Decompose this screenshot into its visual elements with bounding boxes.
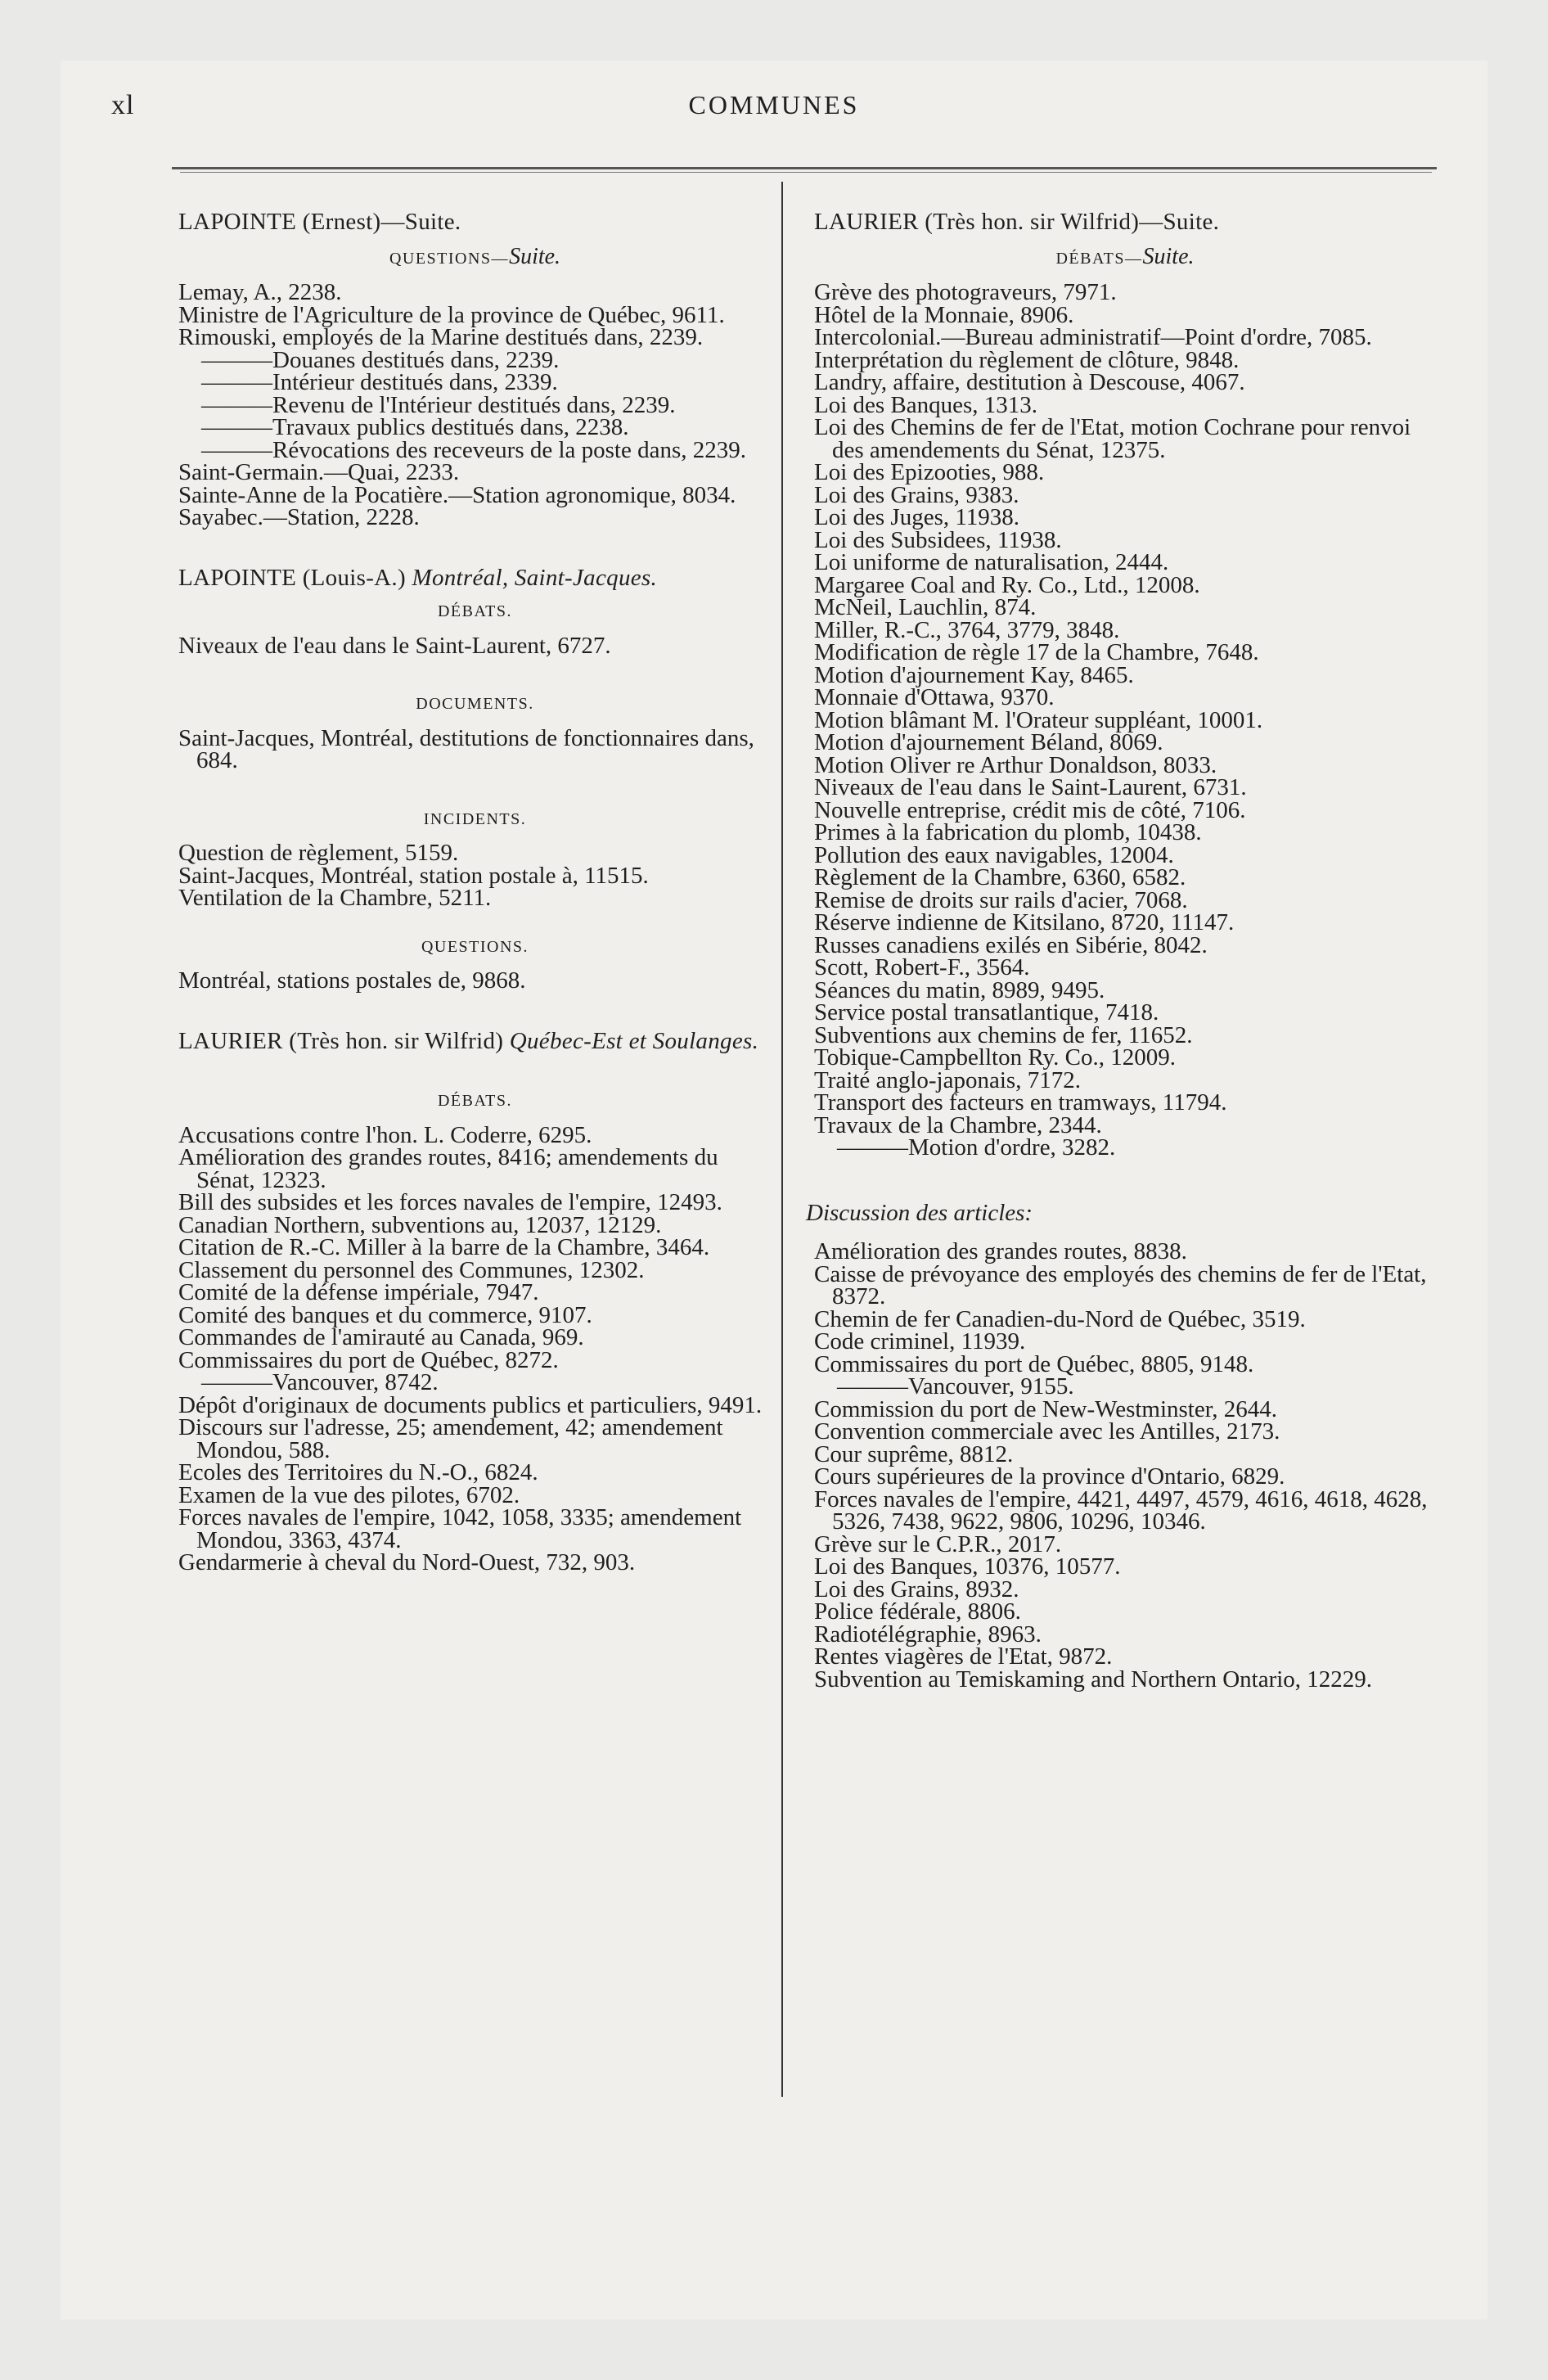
right-column: [806, 209, 1436, 1693]
index-entry: Saint-Jacques, Montréal, station postale à, 11515.: [178, 862, 649, 889]
index-entry: Loi des Grains, 9383.: [814, 481, 1019, 508]
index-entry: Motion Oliver re Arthur Donaldson, 8033.: [814, 751, 1217, 778]
entry-list: [178, 632, 772, 659]
index-entry: Niveaux de l'eau dans le Saint-Laurent, 6727.: [178, 632, 611, 659]
section-subheading: QUESTIONS.: [421, 937, 529, 956]
entry-list: [178, 967, 772, 994]
entry-list: [178, 279, 772, 530]
index-entry: Classement du personnel des Communes, 12302.: [178, 1256, 645, 1283]
index-entry: Grève des photograveurs, 7971.: [814, 279, 1117, 305]
index-entry: Amélioration des grandes routes, 8416; amendements du Sénat, 12323.: [178, 1144, 718, 1193]
entry-list: [178, 724, 772, 773]
index-entry: Traité anglo-japonais, 7172.: [814, 1066, 1081, 1093]
index-entry: Service postal transatlantique, 7418.: [814, 999, 1159, 1025]
index-entry: Séances du matin, 8989, 9495.: [814, 976, 1105, 1003]
section-subheading: DÉBATS.: [437, 602, 513, 620]
index-entry: ———Revenu de l'Intérieur destitués dans, 2239.: [201, 391, 676, 418]
index-entry: Commandes de l'amirauté au Canada, 969.: [178, 1324, 584, 1350]
index-entry: Examen de la vue des pilotes, 6702.: [178, 1481, 520, 1508]
section-subheading: DOCUMENTS.: [416, 695, 534, 713]
section-subheading: DÉBATS—Suite.: [1055, 243, 1195, 269]
section-subheading: INCIDENTS.: [423, 809, 527, 828]
index-entry: Miller, R.-C., 3764, 3779, 3848.: [814, 616, 1120, 643]
index-entry: McNeil, Lauchlin, 874.: [814, 594, 1037, 620]
column-divider: [781, 182, 783, 2097]
index-entry: Interprétation du règlement de clôture, 9848.: [814, 346, 1240, 373]
discussion-heading: Discussion des articles:: [806, 1199, 1033, 1226]
index-entry: Subvention au Temiskaming and Northern Ontario, 12229.: [814, 1666, 1373, 1693]
index-entry: Chemin de fer Canadien-du-Nord de Québec, 3519.: [814, 1305, 1306, 1332]
index-entry: Loi des Banques, 1313.: [814, 391, 1038, 418]
index-entry: Loi des Banques, 10376, 10577.: [814, 1553, 1121, 1580]
index-entry: Commissaires du port de Québec, 8805, 9148.: [814, 1350, 1254, 1377]
index-entry: Code criminel, 11939.: [814, 1328, 1026, 1355]
index-entry: Amélioration des grandes routes, 8838.: [814, 1238, 1187, 1264]
index-entry: Règlement de la Chambre, 6360, 6582.: [814, 864, 1186, 890]
index-entry: Subventions aux chemins de fer, 11652.: [814, 1021, 1193, 1048]
index-entry: Sainte-Anne de la Pocatière.—Station agronomique, 8034.: [178, 481, 736, 508]
index-entry: Comité des banques et du commerce, 9107.: [178, 1301, 592, 1328]
index-entry: Rimouski, employés de la Marine destitués dans, 2239.: [178, 324, 704, 350]
index-entry: Saint-Germain.—Quai, 2233.: [178, 459, 460, 485]
index-entry: Accusations contre l'hon. L. Coderre, 6295.: [178, 1121, 592, 1148]
index-entry: Convention commerciale avec les Antilles, 2173.: [814, 1418, 1280, 1445]
entry-heading: LAURIER (Très hon. sir Wilfrid)—Suite.: [814, 209, 1220, 235]
index-entry: Landry, affaire, destitution à Descouse, 4067.: [814, 369, 1245, 395]
entry-list: [178, 1121, 772, 1575]
index-entry: Pollution des eaux navigables, 12004.: [814, 841, 1174, 868]
index-entry: Commissaires du port de Québec, 8272.: [178, 1346, 559, 1373]
section-subheading: DÉBATS.: [437, 1092, 513, 1110]
index-entry: Réserve indienne de Kitsilano, 8720, 11147.: [814, 909, 1235, 935]
index-entry: Loi des Grains, 8932.: [814, 1575, 1019, 1602]
index-entry: Dépôt d'originaux de documents publics et particuliers, 9491.: [178, 1391, 763, 1418]
index-entry: Remise de droits sur rails d'acier, 7068.: [814, 886, 1188, 913]
left-column: [178, 211, 772, 1575]
index-entry: Canadian Northern, subventions au, 12037, 12129.: [178, 1211, 662, 1238]
entry-heading: LAURIER (Très hon. sir Wilfrid) Québec-Est et Soulanges.: [178, 1027, 759, 1054]
index-entry: Cours supérieures de la province d'Ontario, 6829.: [814, 1463, 1285, 1490]
index-entry: Hôtel de la Monnaie, 8906.: [814, 301, 1074, 328]
index-entry: Loi des Juges, 11938.: [814, 504, 1020, 530]
index-entry: Saint-Jacques, Montréal, destitutions de fonctionnaires dans, 684.: [178, 724, 754, 773]
index-entry: Intercolonial.—Bureau administratif—Point d'ordre, 7085.: [814, 324, 1372, 350]
index-entry: Loi des Subsidees, 11938.: [814, 526, 1062, 553]
entry-list: [814, 279, 1436, 1161]
index-entry: Montréal, stations postales de, 9868.: [178, 967, 526, 994]
index-entry: ———Intérieur destitués dans, 2339.: [201, 369, 558, 395]
index-entry: Motion d'ajournement Kay, 8465.: [814, 661, 1134, 688]
index-entry: Cour suprême, 8812.: [814, 1440, 1014, 1467]
index-entry: ———Vancouver, 9155.: [837, 1373, 1074, 1400]
index-entry: Scott, Robert-F., 3564.: [814, 954, 1030, 980]
index-entry: Russes canadiens exilés en Sibérie, 8042.: [814, 931, 1208, 958]
entry-heading: LAPOINTE (Louis-A.) Montréal, Saint-Jacques.: [178, 564, 658, 591]
running-title: COMMUNES: [688, 90, 860, 119]
index-entry: Transport des facteurs en tramways, 11794.: [814, 1089, 1227, 1116]
index-entry: ———Douanes destitués dans, 2239.: [201, 346, 560, 373]
index-entry: Gendarmerie à cheval du Nord-Ouest, 732, 903.: [178, 1549, 636, 1575]
index-entry: Travaux de la Chambre, 2344.: [814, 1111, 1102, 1138]
index-entry: Motion d'ajournement Béland, 8069.: [814, 729, 1163, 755]
index-entry: Margaree Coal and Ry. Co., Ltd., 12008.: [814, 571, 1200, 598]
entry-heading: LAPOINTE (Ernest)—Suite.: [178, 209, 461, 235]
index-entry: Grève sur le C.P.R., 2017.: [814, 1530, 1062, 1557]
index-entry: Comité de la défense impériale, 7947.: [178, 1279, 539, 1305]
index-entry: Monnaie d'Ottawa, 9370.: [814, 684, 1055, 710]
index-entry: Caisse de prévoyance des employés des chemins de fer de l'Etat, 8372.: [814, 1260, 1427, 1309]
index-entry: ———Vancouver, 8742.: [201, 1369, 439, 1395]
index-entry: ———Motion d'ordre, 3282.: [837, 1134, 1116, 1161]
index-entry: Nouvelle entreprise, crédit mis de côté, 7106.: [814, 796, 1246, 823]
index-entry: Citation de R.-C. Miller à la barre de la Chambre, 3464.: [178, 1234, 710, 1260]
entry-list: [814, 1238, 1436, 1693]
index-entry: Modification de règle 17 de la Chambre, 7648.: [814, 639, 1259, 665]
index-entry: Ministre de l'Agriculture de la province de Québec, 9611.: [178, 301, 725, 328]
entry-list: [178, 842, 772, 910]
index-entry: Bill des subsides et les forces navales de l'empire, 12493.: [178, 1189, 722, 1215]
index-entry: Radiotélégraphie, 8963.: [814, 1620, 1042, 1648]
index-entry: Loi des Chemins de fer de l'Etat, motion Cochrane pour renvoi des amendements du Sénat, 12375.: [814, 414, 1411, 463]
index-entry: ———Travaux publics destitués dans, 2238.: [201, 414, 629, 440]
index-entry: Rentes viagères de l'Etat, 9872.: [814, 1643, 1113, 1670]
index-entry: Question de règlement, 5159.: [178, 840, 459, 866]
index-entry: Forces navales de l'empire, 1042, 1058, 3335; amendement Mondou, 3363, 4374.: [178, 1504, 742, 1553]
index-entry: Sayabec.—Station, 2228.: [178, 504, 420, 530]
section-subheading: QUESTIONS—Suite.: [389, 243, 561, 269]
index-entry: Tobique-Campbellton Ry. Co., 12009.: [814, 1044, 1176, 1071]
index-entry: Primes à la fabrication du plomb, 10438.: [814, 819, 1202, 845]
index-entry: Loi des Epizooties, 988.: [814, 459, 1045, 485]
header-rule: [172, 167, 1437, 169]
page-number: xl: [111, 90, 135, 120]
index-entry: Police fédérale, 8806.: [814, 1598, 1021, 1625]
index-entry: Discours sur l'adresse, 25; amendement, 42; amendement Mondou, 588.: [178, 1414, 723, 1463]
index-entry: Loi uniforme de naturalisation, 2444.: [814, 549, 1169, 575]
header-rule-thin: [180, 172, 1432, 173]
index-entry: Commission du port de New-Westminster, 2644.: [814, 1395, 1277, 1422]
index-entry: Lemay, A., 2238.: [178, 279, 342, 305]
index-entry: Ecoles des Territoires du N.-O., 6824.: [178, 1459, 538, 1485]
index-entry: Forces navales de l'empire, 4421, 4497, 4579, 4616, 4618, 4628, 5326, 7438, 9622, 9806, 10296, 10346.: [814, 1485, 1428, 1535]
index-entry: ———Révocations des receveurs de la poste dans, 2239.: [201, 436, 747, 463]
index-entry: Ventilation de la Chambre, 5211.: [178, 885, 492, 911]
index-entry: Motion blâmant M. l'Orateur suppléant, 10001.: [814, 706, 1263, 733]
index-entry: Niveaux de l'eau dans le Saint-Laurent, 6731.: [814, 774, 1247, 800]
